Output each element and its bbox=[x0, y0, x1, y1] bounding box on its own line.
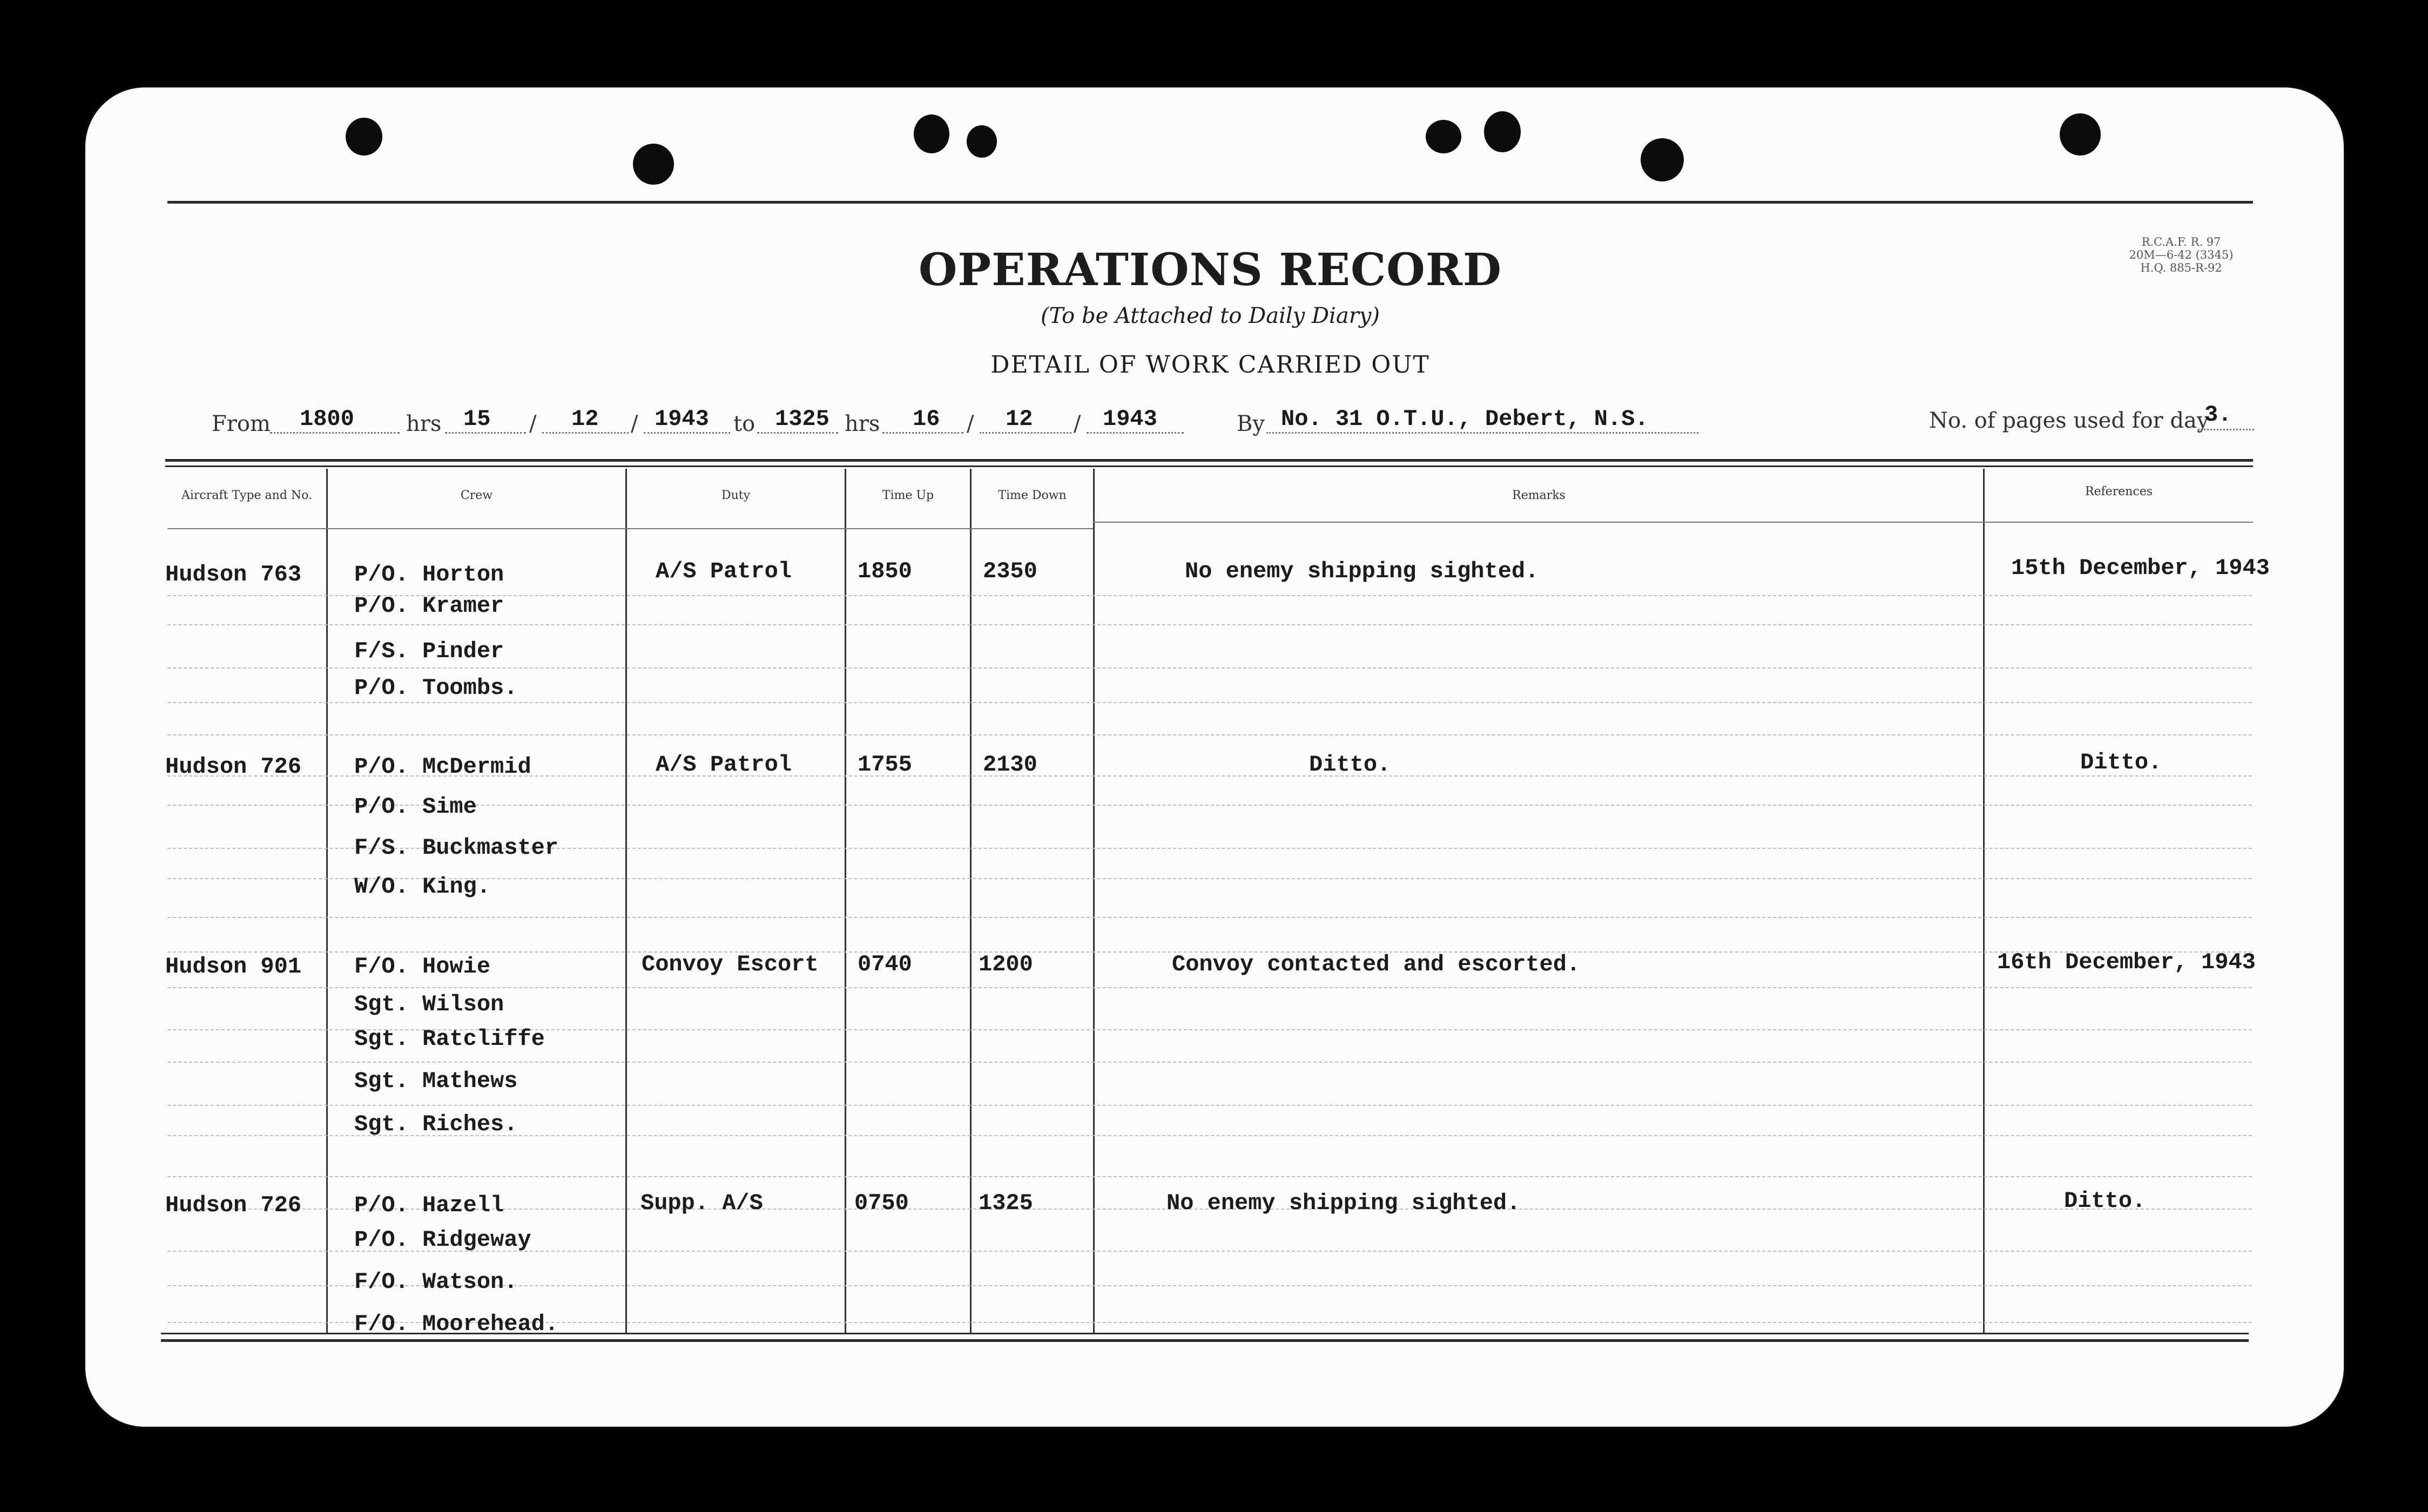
header-underline bbox=[167, 528, 1093, 529]
punch-hole bbox=[967, 125, 997, 158]
ruled-line bbox=[167, 987, 2252, 988]
duty-cell: Supp. A/S bbox=[640, 1190, 763, 1216]
form-code-line: 20M—6-42 (3345) bbox=[2129, 248, 2234, 261]
by-label: By bbox=[1237, 411, 1265, 436]
table-top-rule bbox=[165, 465, 2253, 467]
dotted-line bbox=[2198, 429, 2254, 430]
ruled-line bbox=[167, 805, 2252, 806]
crew-member: P/O. Ridgeway bbox=[354, 1227, 531, 1253]
crew-member: P/O. Hazell bbox=[354, 1192, 504, 1218]
punch-hole bbox=[346, 118, 382, 156]
ruled-line bbox=[167, 734, 2252, 735]
crew-member: F/S. Buckmaster bbox=[354, 835, 559, 861]
col-header-duty: Duty bbox=[721, 489, 751, 502]
remarks-cell: Convoy contacted and escorted. bbox=[1172, 951, 1581, 977]
slash: / bbox=[1074, 411, 1081, 436]
punch-hole bbox=[1484, 111, 1521, 152]
duty-cell: A/S Patrol bbox=[656, 752, 792, 778]
punch-hole bbox=[2060, 113, 2101, 156]
remarks-cell: No enemy shipping sighted. bbox=[1185, 558, 1539, 584]
time-up-cell: 0750 bbox=[854, 1190, 909, 1216]
reference-cell: 15th December, 1943 bbox=[2011, 555, 2270, 581]
from-day: 15 bbox=[463, 406, 491, 432]
hrs-label: hrs bbox=[845, 411, 880, 436]
crew-member: F/O. Howie bbox=[354, 954, 491, 980]
crew-member: Sgt. Riches. bbox=[354, 1111, 518, 1137]
col-header-crew: Crew bbox=[460, 489, 493, 502]
col-header-remarks: Remarks bbox=[1512, 489, 1566, 502]
table-top-rule bbox=[165, 459, 2253, 462]
crew-member: F/O. Moorehead. bbox=[354, 1311, 559, 1337]
to-year: 1943 bbox=[1103, 406, 1157, 432]
reference-cell: Ditto. bbox=[2064, 1188, 2146, 1214]
from-month: 12 bbox=[571, 406, 599, 432]
dotted-line bbox=[445, 432, 526, 434]
reference-cell: Ditto. bbox=[2080, 750, 2162, 775]
column-rule bbox=[625, 469, 627, 1334]
punch-hole bbox=[1641, 138, 1684, 181]
time-up-cell: 0740 bbox=[858, 951, 912, 977]
ruled-line bbox=[167, 667, 2252, 669]
duty-cell: Convoy Escort bbox=[642, 951, 819, 977]
crew-member: F/O. Watson. bbox=[354, 1269, 518, 1295]
dotted-line bbox=[270, 432, 400, 434]
crew-member: P/O. McDermid bbox=[354, 754, 531, 780]
punch-hole bbox=[1426, 120, 1461, 153]
dotted-line bbox=[757, 432, 838, 434]
dotted-line bbox=[1266, 432, 1698, 434]
punch-hole bbox=[633, 144, 674, 185]
aircraft-cell: Hudson 726 bbox=[165, 1192, 302, 1218]
dotted-line bbox=[1087, 432, 1184, 434]
hrs-label: hrs bbox=[406, 411, 442, 436]
dotted-line bbox=[980, 432, 1071, 434]
aircraft-cell: Hudson 763 bbox=[165, 562, 302, 588]
time-up-cell: 1850 bbox=[858, 558, 912, 584]
form-code bbox=[2108, 235, 2254, 274]
reference-cell: 16th December, 1943 bbox=[1997, 949, 2256, 975]
column-rule bbox=[1093, 469, 1095, 1334]
crew-member: P/O. Sime bbox=[354, 794, 477, 820]
slash: / bbox=[967, 411, 974, 436]
detail-heading: DETAIL OF WORK CARRIED OUT bbox=[990, 351, 1430, 379]
form-code-line: H.Q. 885-R-92 bbox=[2140, 261, 2222, 274]
dotted-line bbox=[542, 432, 629, 434]
aircraft-cell: Hudson 901 bbox=[165, 954, 302, 980]
ruled-line bbox=[167, 1176, 2252, 1177]
column-rule bbox=[970, 469, 972, 1334]
pages-count: 3. bbox=[2204, 402, 2232, 428]
col-header-time-down: Time Down bbox=[998, 489, 1067, 502]
crew-member: P/O. Kramer bbox=[354, 593, 504, 619]
ruled-line bbox=[167, 702, 2252, 703]
col-header-aircraft: Aircraft Type and No. bbox=[181, 489, 313, 502]
ruled-line bbox=[167, 917, 2252, 918]
slash: / bbox=[529, 411, 537, 436]
unit-name: No. 31 O.T.U., Debert, N.S. bbox=[1281, 406, 1649, 432]
column-rule bbox=[1983, 469, 1985, 1334]
crew-member: W/O. King. bbox=[354, 874, 491, 900]
crew-member: Sgt. Wilson bbox=[354, 991, 504, 1017]
pages-label: No. of pages used for day bbox=[1929, 408, 2209, 433]
from-time: 1800 bbox=[300, 406, 354, 432]
dotted-line bbox=[882, 432, 963, 434]
crew-member: P/O. Horton bbox=[354, 562, 504, 588]
column-rule bbox=[326, 469, 328, 1334]
duty-cell: A/S Patrol bbox=[656, 558, 792, 584]
slash: / bbox=[631, 411, 638, 436]
to-time: 1325 bbox=[775, 406, 829, 432]
header-underline bbox=[1093, 522, 2253, 523]
page-subtitle: (To be Attached to Daily Diary) bbox=[1040, 303, 1380, 328]
from-year: 1943 bbox=[655, 406, 709, 432]
time-down-cell: 2350 bbox=[983, 558, 1037, 584]
time-up-cell: 1755 bbox=[858, 752, 912, 778]
from-label: From bbox=[212, 411, 271, 436]
remarks-cell: Ditto. bbox=[1309, 752, 1391, 778]
ruled-line bbox=[167, 1062, 2252, 1063]
top-rule bbox=[167, 201, 2253, 204]
table-bottom-rule bbox=[161, 1339, 2249, 1342]
dotted-line bbox=[644, 432, 730, 434]
to-day: 16 bbox=[913, 406, 940, 432]
column-rule bbox=[845, 469, 846, 1334]
time-down-cell: 1325 bbox=[979, 1190, 1033, 1216]
time-down-cell: 2130 bbox=[983, 752, 1037, 778]
crew-member: F/S. Pinder bbox=[354, 638, 504, 664]
form-code-line: R.C.A.F. R. 97 bbox=[2141, 235, 2221, 248]
col-header-time-up: Time Up bbox=[882, 489, 934, 502]
to-month: 12 bbox=[1006, 406, 1033, 432]
remarks-cell: No enemy shipping sighted. bbox=[1166, 1190, 1521, 1216]
crew-member: Sgt. Ratcliffe bbox=[354, 1026, 545, 1052]
ruled-line bbox=[167, 1105, 2252, 1106]
ruled-line bbox=[167, 624, 2252, 625]
crew-member: Sgt. Mathews bbox=[354, 1068, 518, 1094]
aircraft-cell: Hudson 726 bbox=[165, 754, 302, 780]
time-down-cell: 1200 bbox=[979, 951, 1033, 977]
col-header-references: References bbox=[2085, 485, 2153, 498]
crew-member: P/O. Toombs. bbox=[354, 675, 518, 701]
punch-hole bbox=[914, 114, 949, 153]
page-title: OPERATIONS RECORD bbox=[919, 244, 1502, 296]
to-label: to bbox=[733, 411, 756, 436]
